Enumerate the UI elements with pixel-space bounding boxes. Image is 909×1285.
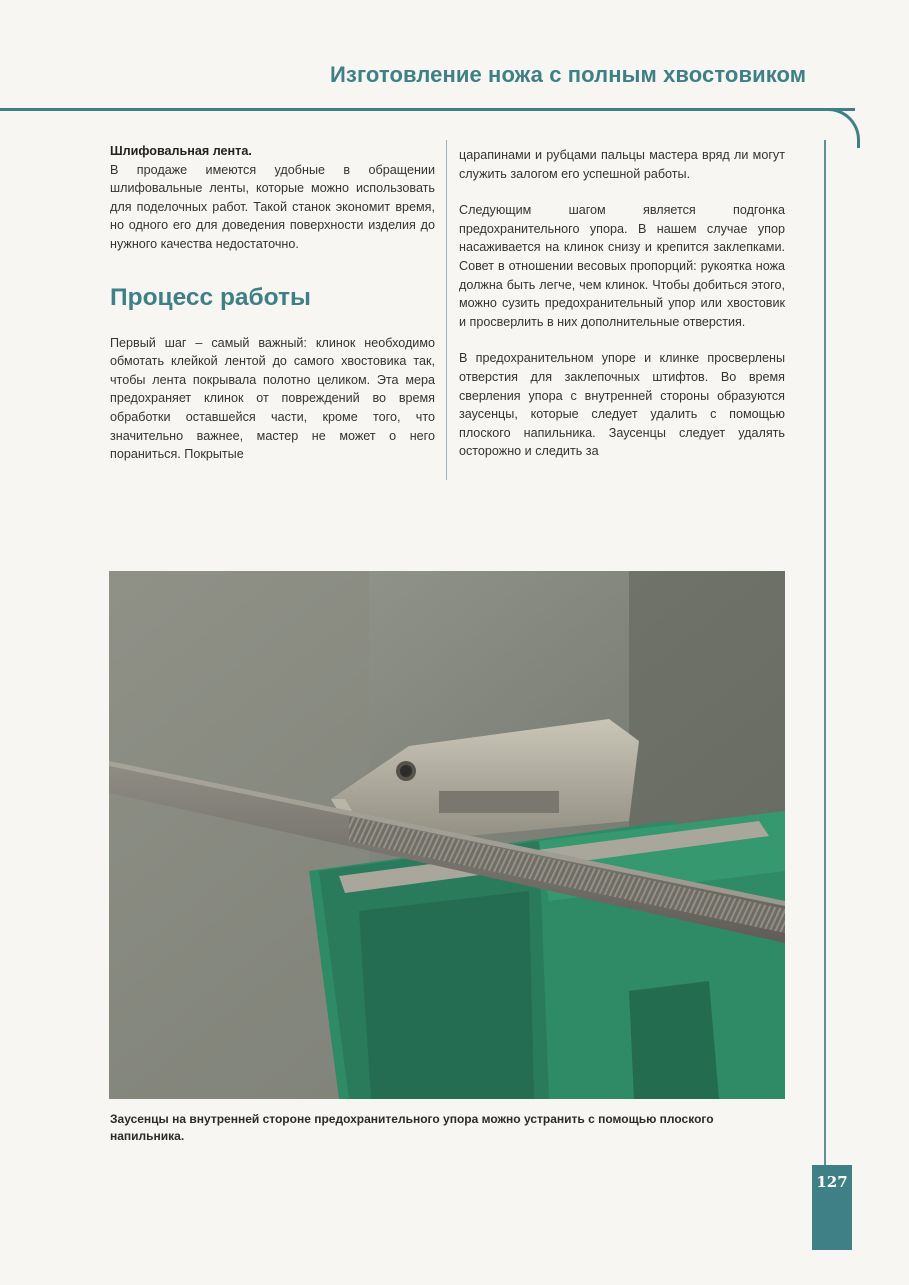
section-title: Процесс работы (110, 283, 311, 311)
photo-illustration (109, 571, 785, 1099)
right-paragraph-1: царапинами и рубцами пальцы мастера вряд ли могут служить залогом его успешной работы. (459, 148, 785, 181)
left-paragraph-1 (110, 142, 435, 254)
left-paragraph-2: Первый шаг – самый важный: клинок необходимо обмотать клейкой лентой до самого хвостовика так, чтобы лента покрывала полотно целиком. Эта мера предохраняет клинок от повреждений во время обработки оставшейся части, кроме того, что значительно важнее, мастер не может о него пораниться. Покрытые (110, 335, 435, 462)
paragraph-text: В продаже имеются удобные в обращении шлифовальные ленты, которые можно использовать для поделочных работ. Такой станок экономит время, но одного его для доведения поверхности изделия до нужного качества недостаточно. (110, 162, 435, 251)
figure-caption: Заусенцы на внутренней стороне предохранительного упора можно устранить с помощью плоского напильника. (110, 1112, 714, 1143)
subhead-sanding-belt: Шлифовальная лента. (110, 144, 252, 158)
side-rule (824, 140, 826, 1250)
right-column (459, 146, 785, 479)
header-rule (0, 108, 855, 111)
page-number: 127 (816, 1173, 848, 1191)
running-head-title: Изготовление ножа с полным хвостовиком (330, 62, 807, 87)
column-divider (446, 140, 447, 480)
right-paragraph-3: В предохранительном упоре и клинке просверлены отверстия для заклепочных штифтов. Во время сверления упора с внутренней стороны образуются заусенцы, которые следует удалить с помощью плоского напильника. Заусенцы следует удалять осторожно и следить за (459, 351, 785, 459)
header-rule-corner (820, 108, 860, 148)
right-paragraph-2: Следующим шагом является подгонка предохранительного упора. В нашем случае упор насаживается на клинок снизу и крепится заклепками. Совет в отношении весовых пропорций: рукоятка ножа должна быть легче, чем клинок. Чтобы добиться этого, можно сузить предохранительный упор или хвостовик и просверлить в них дополнительные отверстия. (459, 203, 785, 329)
left-column (110, 142, 435, 482)
photo-file-on-vise (109, 571, 785, 1099)
